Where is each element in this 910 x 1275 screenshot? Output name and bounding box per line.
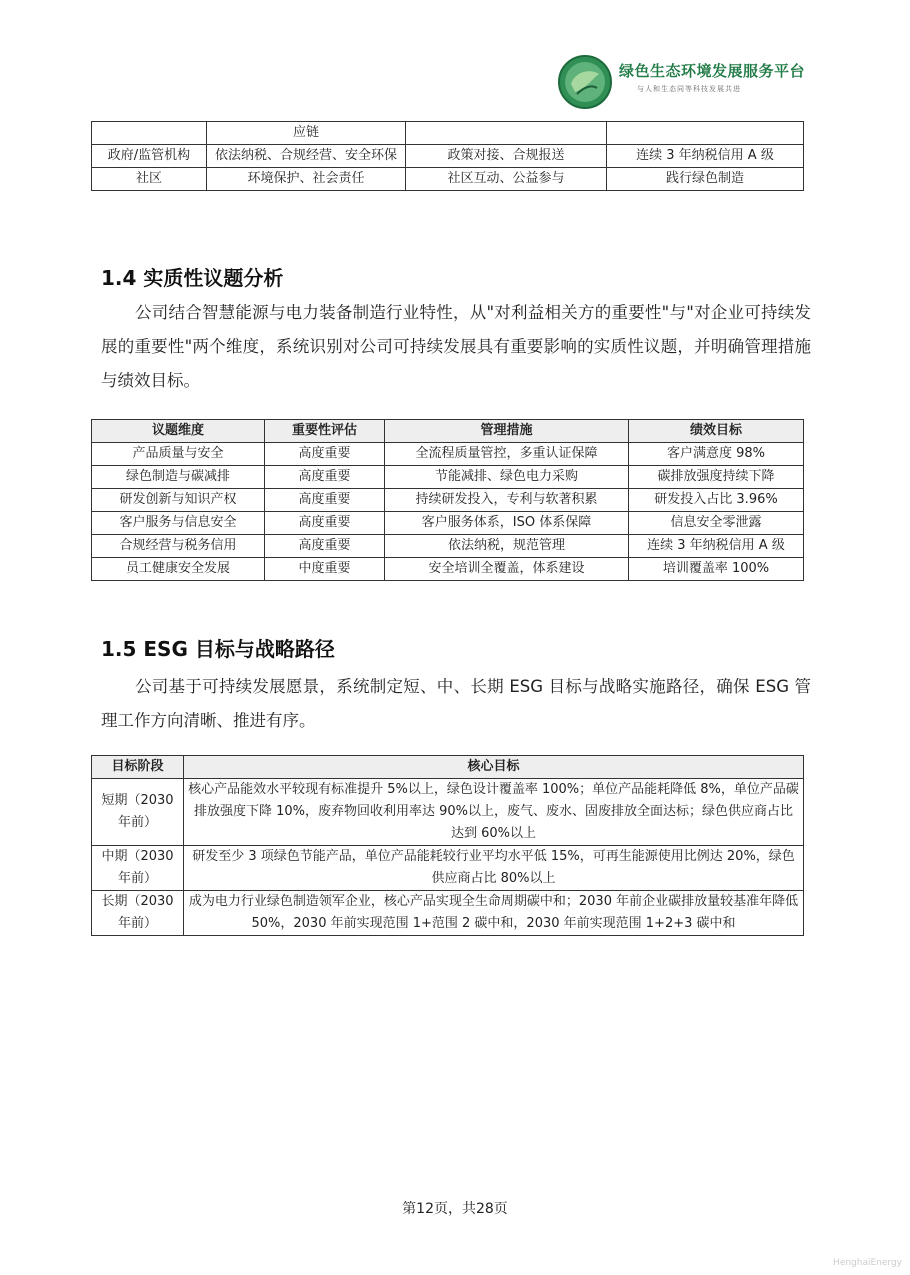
table-cell: 高度重要 bbox=[265, 443, 385, 466]
table-row bbox=[92, 489, 804, 512]
table-header-row bbox=[92, 420, 804, 443]
page-number: 第12页，共28页 bbox=[402, 1201, 508, 1217]
table-cell: 依法纳税、合规经营、安全环保 bbox=[207, 145, 406, 168]
section-1-4-paragraph: 公司结合智慧能源与电力装备制造行业特性，从"对利益相关方的重要性"与"对企业可持续发展的重要性"两个维度，系统识别对公司可持续发展具有重要影响的实质性议题，并明确管理措施与绩效目标。 bbox=[101, 303, 811, 390]
table-row bbox=[92, 779, 804, 846]
table-cell: 客户满意度 98% bbox=[629, 443, 804, 466]
logo-subtitle: 与人和生态同等科技发展共进 bbox=[637, 85, 741, 93]
section-heading-1-4: 1.4 实质性议题分析 bbox=[101, 266, 284, 290]
section-1-5-paragraph: 公司基于可持续发展愿景，系统制定短、中、长期 ESG 目标与战略实施路径，确保 ESG 管理工作方向清晰、推进有序。 bbox=[101, 677, 811, 730]
table-row bbox=[92, 122, 804, 145]
table-cell: 持续研发投入，专利与软著积累 bbox=[385, 489, 629, 512]
table-row bbox=[92, 443, 804, 466]
table-cell: 环境保护、社会责任 bbox=[207, 168, 406, 191]
table-cell: 连续 3 年纳税信用 A 级 bbox=[607, 145, 804, 168]
table-cell: 客户服务与信息安全 bbox=[92, 512, 265, 535]
table-cell: 短期（2030 年前） bbox=[92, 779, 184, 846]
watermark: HenghaiEnergy bbox=[833, 1258, 902, 1268]
table-cell: 安全培训全覆盖，体系建设 bbox=[385, 558, 629, 581]
table-cell bbox=[92, 122, 207, 145]
table-cell: 成为电力行业绿色制造领军企业，核心产品实现全生命周期碳中和；2030 年前企业碳排放量较基准年降低 50%，2030 年前实现范围 1+范围 2 碳中和，2030 年前实现范围 1+2+3 碳中和 bbox=[184, 891, 804, 936]
table-cell: 高度重要 bbox=[265, 489, 385, 512]
table-row bbox=[92, 846, 804, 891]
table-cell: 践行绿色制造 bbox=[607, 168, 804, 191]
globe-leaf-emblem-icon bbox=[557, 54, 613, 110]
esg-goals-table bbox=[91, 755, 804, 936]
table-cell: 研发创新与知识产权 bbox=[92, 489, 265, 512]
table-cell: 碳排放强度持续下降 bbox=[629, 466, 804, 489]
column-header: 管理措施 bbox=[385, 420, 629, 443]
table-cell: 员工健康安全发展 bbox=[92, 558, 265, 581]
table-cell: 中度重要 bbox=[265, 558, 385, 581]
table-row bbox=[92, 466, 804, 489]
section-heading-1-5: 1.5 ESG 目标与战略路径 bbox=[101, 637, 335, 661]
table-cell: 高度重要 bbox=[265, 535, 385, 558]
table-row bbox=[92, 145, 804, 168]
table-cell: 长期（2030 年前） bbox=[92, 891, 184, 936]
table-cell: 社区互动、公益参与 bbox=[406, 168, 607, 191]
table-cell: 合规经营与税务信用 bbox=[92, 535, 265, 558]
stakeholder-table bbox=[91, 121, 804, 191]
table-row bbox=[92, 535, 804, 558]
table-cell: 政府/监管机构 bbox=[92, 145, 207, 168]
column-header: 绩效目标 bbox=[629, 420, 804, 443]
table-cell: 社区 bbox=[92, 168, 207, 191]
table-cell: 产品质量与安全 bbox=[92, 443, 265, 466]
table-row bbox=[92, 168, 804, 191]
platform-logo bbox=[557, 52, 812, 112]
table-cell bbox=[607, 122, 804, 145]
table-cell: 节能减排、绿色电力采购 bbox=[385, 466, 629, 489]
table-cell: 连续 3 年纳税信用 A 级 bbox=[629, 535, 804, 558]
column-header: 重要性评估 bbox=[265, 420, 385, 443]
table-cell: 应链 bbox=[207, 122, 406, 145]
table-header-row bbox=[92, 756, 804, 779]
table-cell: 信息安全零泄露 bbox=[629, 512, 804, 535]
table-cell: 依法纳税，规范管理 bbox=[385, 535, 629, 558]
table-cell: 客户服务体系，ISO 体系保障 bbox=[385, 512, 629, 535]
table-cell: 中期（2030 年前） bbox=[92, 846, 184, 891]
table-cell bbox=[406, 122, 607, 145]
table-cell: 高度重要 bbox=[265, 466, 385, 489]
table-cell: 全流程质量管控，多重认证保障 bbox=[385, 443, 629, 466]
column-header: 核心目标 bbox=[184, 756, 804, 779]
table-cell: 培训覆盖率 100% bbox=[629, 558, 804, 581]
table-cell: 高度重要 bbox=[265, 512, 385, 535]
table-cell: 研发投入占比 3.96% bbox=[629, 489, 804, 512]
table-cell: 研发至少 3 项绿色节能产品，单位产品能耗较行业平均水平低 15%，可再生能源使用比例达 20%，绿色供应商占比 80%以上 bbox=[184, 846, 804, 891]
table-cell: 政策对接、合规报送 bbox=[406, 145, 607, 168]
table-row bbox=[92, 558, 804, 581]
table-cell: 绿色制造与碳减排 bbox=[92, 466, 265, 489]
table-row bbox=[92, 891, 804, 936]
column-header: 目标阶段 bbox=[92, 756, 184, 779]
column-header: 议题维度 bbox=[92, 420, 265, 443]
table-cell: 核心产品能效水平较现有标准提升 5%以上，绿色设计覆盖率 100%；单位产品能耗降低 8%，单位产品碳排放强度下降 10%，废弃物回收利用率达 90%以上，废气、废水、固废排放全面达标；绿色供应商占比达到 60%以上 bbox=[184, 779, 804, 846]
material-issues-table bbox=[91, 419, 804, 581]
logo-title: 绿色生态环境发展服务平台 bbox=[619, 62, 806, 80]
table-row bbox=[92, 512, 804, 535]
